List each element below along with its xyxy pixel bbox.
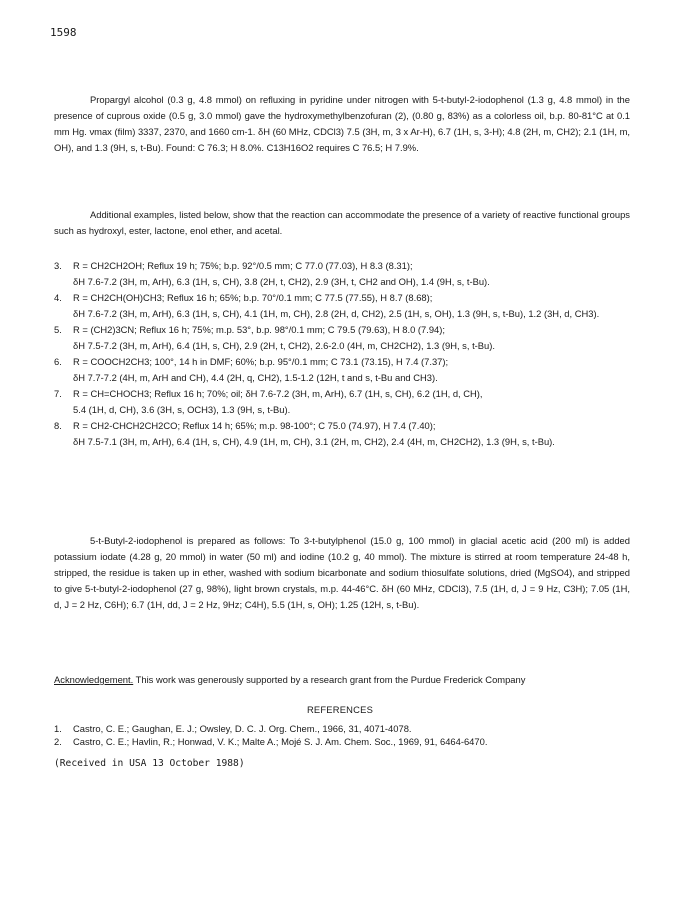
examples-list [54,258,636,450]
paragraph-synthesis: Propargyl alcohol (0.3 g, 4.8 mmol) on refluxing in pyridine under nitrogen with 5-t-butyl-2-iodophenol (1.3 g, 4.8 mmol) in the presence of cuprous oxide (0.5 g, 3.0 mmol) gave the hydroxymethylbenzofuran (2), (0.80 g, 83%) as a colorless oil, b.p. 80-81°C at 0.1 mm Hg. νmax (film) 3337, 2370, and 1660 cm-1. δH (60 MHz, CDCl3) 7.5 (3H, m, 3 x Ar-H), 6.7 (1H, s, 3-H); 4.8 (2H, m, CH2); 2.1 (1H, m, OH), and 1.3 (9H, s, t-Bu). Found: C 76.3; H 8.0%. C13H16O2 requires C 76.5; H 7.9%. [54,94,630,153]
example-number: 3. [54,260,62,271]
example-data-line: R = CH2CH(OH)CH3; Reflux 16 h; 65%; b.p. 70°/0.1 mm; C 77.5 (77.55), H 8.7 (8.68); [73,292,433,303]
example-item [54,290,636,322]
reference-item [54,735,634,748]
references-heading: REFERENCES [306,704,374,715]
acknowledgement-label: Acknowledgement. [54,674,134,685]
example-number: 7. [54,388,62,399]
example-data-line: R = COOCH2CH3; 100°, 14 h in DMF; 60%; b.p. 95°/0.1 mm; C 73.1 (73.15), H 7.4 (7.37); [73,356,449,367]
references-list [54,722,634,748]
example-nmr-line: δH 7.7-7.2 (4H, m, ArH and CH), 4.4 (2H, q, CH2), 1.5-1.2 (12H, t and s, t-Bu and CH3). [73,372,438,383]
example-data-line: R = CH2CH2OH; Reflux 19 h; 75%; b.p. 92°/0.5 mm; C 77.0 (77.03), H 8.3 (8.31); [73,260,413,271]
example-number: 8. [54,420,62,431]
example-number: 4. [54,292,62,303]
example-item [54,386,636,418]
example-nmr-line: 5.4 (1H, d, CH), 3.6 (3H, s, OCH3), 1.3 (9H, s, t-Bu). [73,404,291,415]
example-nmr-line: δH 7.5-7.2 (3H, m, ArH), 6.4 (1H, s, CH), 2.9 (2H, t, CH2), 2.6-2.0 (4H, m, CH2CH2), 1.3 (9H, s, t-Bu). [73,340,495,351]
example-number: 6. [54,356,62,367]
example-number: 5. [54,324,62,335]
example-nmr-line: δH 7.6-7.2 (3H, m, ArH), 6.3 (1H, s, CH), 3.8 (2H, t, CH2), 2.9 (3H, t, CH2 and OH), 1.4 (9H, s, t-Bu). [73,276,490,287]
example-data-line: R = CH=CHOCH3; Reflux 16 h; 70%; oil; δH 7.6-7.2 (3H, m, ArH), 6.7 (1H, s, CH), 6.2 (1H, d, CH), [73,388,483,399]
paragraph-examples-intro: Additional examples, listed below, show that the reaction can accommodate the presence of a variety of reactive functional groups such as hydroxyl, ester, lactone, enol ether, and acetal. [54,209,630,236]
example-item [54,354,636,386]
example-item [54,418,636,450]
example-data-line: R = (CH2)3CN; Reflux 16 h; 75%; m.p. 53°, b.p. 98°/0.1 mm; C 79.5 (79.63), H 8.0 (7.94); [73,324,445,335]
reference-number: 1. [54,723,62,734]
reference-text: Castro, C. E.; Gaughan, E. J.; Owsley, D. C. J. Org. Chem., 1966, 31, 4071-4078. [73,723,412,734]
example-nmr-line: δH 7.5-7.1 (3H, m, ArH), 6.4 (1H, s, CH), 4.9 (1H, m, CH), 3.1 (2H, m, CH2), 2.4 (4H, m, CH2CH2), 1.3 (9H, s, t-Bu). [73,436,555,447]
received-date: (Received in USA 13 October 1988) [54,758,245,769]
reference-item [54,722,634,735]
acknowledgement [54,672,630,688]
example-item [54,258,636,290]
acknowledgement-text: This work was generously supported by a research grant from the Purdue Frederick Company [133,674,526,685]
example-item [54,322,636,354]
page-number: 1598 [50,26,77,39]
reference-number: 2. [54,736,62,747]
reference-text: Castro, C. E.; Havlin, R.; Honwad, V. K.; Malte A.; Mojé S. J. Am. Chem. Soc., 1969, 91, 6464-6470. [73,736,488,747]
example-data-line: R = CH2-CHCH2CH2CO; Reflux 14 h; 65%; m.p. 98-100°; C 75.0 (74.97), H 7.4 (7.40); [73,420,436,431]
paragraph-iodophenol-prep: 5-t-Butyl-2-iodophenol is prepared as follows: To 3-t-butylphenol (15.0 g, 100 mmol) in glacial acetic acid (200 ml) is added potassium iodate (4.28 g, 20 mmol) in water (50 ml) and iodine (10.2 g, 40 mmol). The mixture is stirred at room temperature 24-48 h, stripped, the residue is taken up in ether, washed with sodium bicarbonate and sodium thiosulfate solutions, dried (MgSO4), and stripped to give 5-t-butyl-2-iodophenol (27 g, 98%), light brown crystals, m.p. 44-46°C. δH (60 MHz, CDCl3), 7.5 (1H, d, J = 9 Hz, C3H); 7.05 (1H, d, J = 2 Hz, C6H); 6.7 (1H, dd, J = 2 Hz, 9Hz; C4H), 5.5 (1H, s, OH); 1.25 (12H, s, t-Bu). [54,535,630,610]
example-nmr-line: δH 7.6-7.2 (3H, m, ArH), 6.3 (1H, s, CH), 4.1 (1H, m, CH), 2.8 (2H, d, CH2), 2.5 (1H, s, OH), 1.3 (9H, s, t-Bu), 1.2 (3H, d, CH3). [73,308,600,319]
